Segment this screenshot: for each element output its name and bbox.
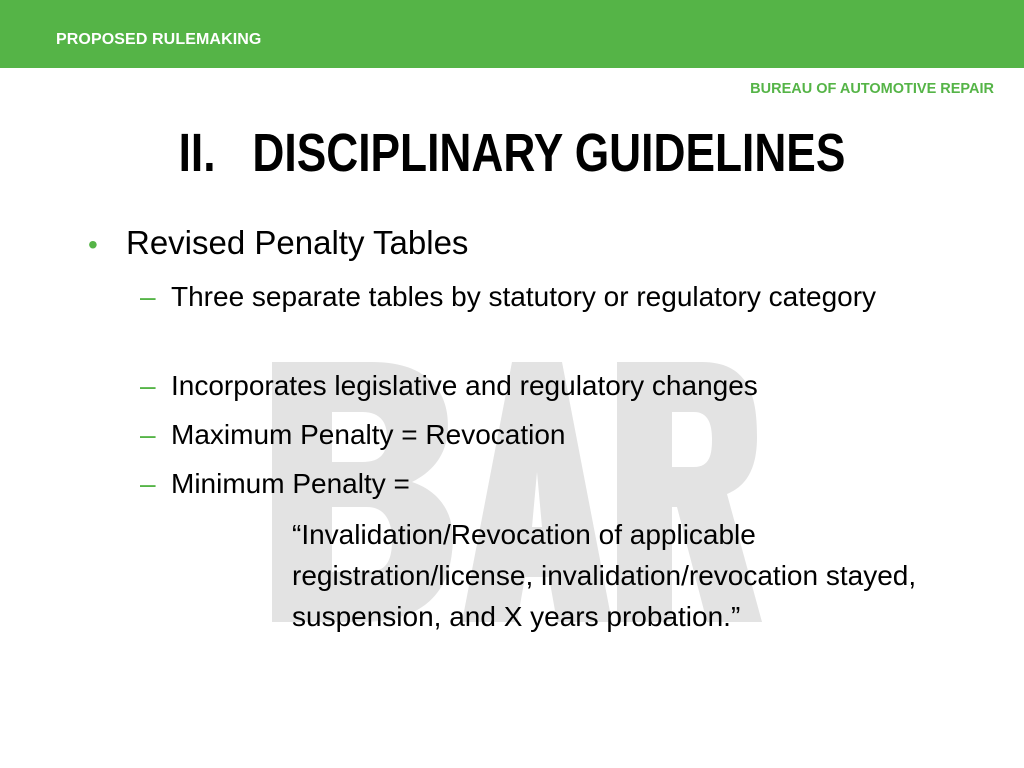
header-bar [0, 0, 1024, 68]
sub-bullet-text: Incorporates legislative and regulatory changes [171, 370, 758, 401]
minimum-penalty-quote: “Invalidation/Revocation of applicable registration/license, invalidation/revocation stayed, suspension, and X years probation.” [292, 519, 917, 632]
sub-bullet [140, 277, 930, 317]
dash-icon: – [140, 370, 156, 401]
sub-bullet [140, 415, 930, 455]
sub-bullet-text: Minimum Penalty = [171, 468, 410, 499]
sub-bullet [140, 464, 930, 504]
bureau-name: BUREAU OF AUTOMOTIVE REPAIR [750, 81, 994, 97]
bullet-icon: • [88, 229, 98, 260]
dash-icon: – [140, 281, 156, 312]
dash-icon: – [140, 419, 156, 450]
dash-icon: – [140, 468, 156, 499]
main-bullet-text: Revised Penalty Tables [126, 224, 469, 261]
sub-bullet-text: Three separate tables by statutory or regulatory category [171, 281, 877, 312]
sub-bullet-text: Maximum Penalty = Revocation [171, 419, 566, 450]
page-title: II. DISCIPLINARY GUIDELINES [178, 123, 846, 183]
header-label: PROPOSED RULEMAKING [56, 31, 262, 48]
main-bullet [88, 223, 468, 265]
sub-bullet [140, 366, 930, 406]
